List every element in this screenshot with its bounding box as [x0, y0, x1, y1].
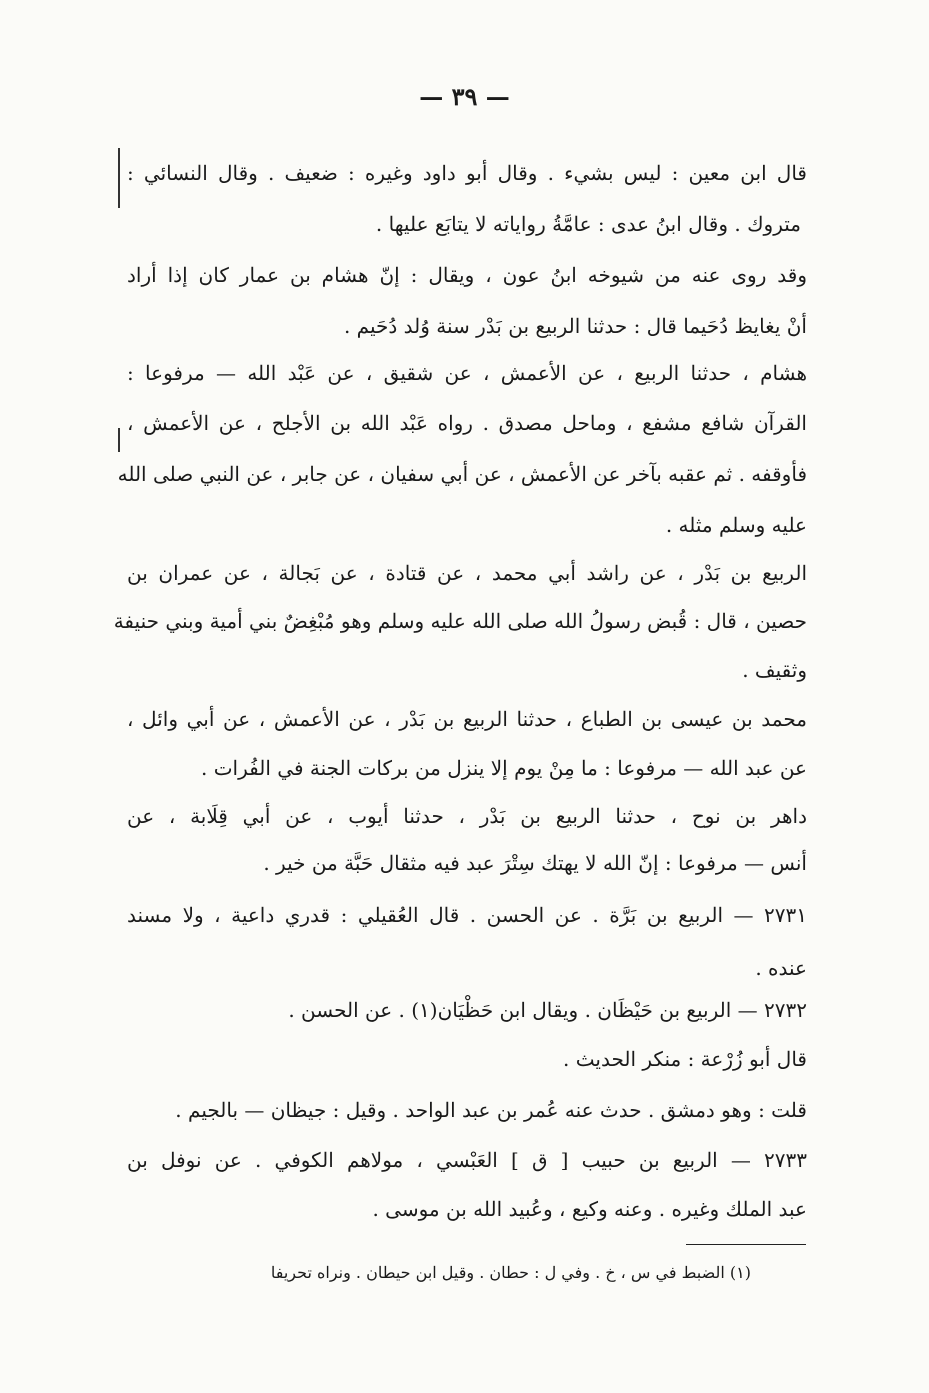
text-line: فأوقفه . ثم عقبه بآخر عن الأعمش ، عن أبي سفيان ، عن جابر ، عن النبي صلى الله [117, 462, 807, 486]
text-line: قال ابن معين : ليس بشيء . وقال أبو داود وغيره : ضعيف . وقال النسائي : [127, 161, 807, 185]
margin-bar-middle [118, 428, 120, 452]
text-line: هشام ، حدثنا الربيع ، عن الأعمش ، عن شقيق ، عن عَبْد الله — مرفوعا : [127, 361, 807, 385]
text-line: وقد روى عنه من شيوخه ابنُ عون ، ويقال : إنّ هشام بن عمار كان إذا أراد [127, 263, 807, 287]
text-line: أنْ يغايظ دُحَيما قال : حدثنا الربيع بن بَدْر سنة وُلد دُحَيم . [343, 314, 807, 338]
text-line: عبد الملك وغيره . وعنه وكيع ، وعُبيد الله بن موسى . [372, 1197, 807, 1221]
text-line: متروك . وقال ابنُ عدى : عامَّةُ رواياته لا يتابَع عليها . [375, 212, 801, 236]
text-line: ٢٧٣١ — الربيع بن بَرَّة . عن الحسن . قال العُقيلي : قدري داعية ، ولا مسند [127, 903, 807, 927]
text-line: قال أبو زُرْعة : منكر الحديث . [563, 1047, 807, 1071]
text-line: داهر بن نوح ، حدثنا الربيع بن بَدْر ، حدثنا أيوب ، عن أبي قِلَابة ، عن [127, 804, 807, 828]
footnote-rule [686, 1244, 806, 1245]
text-line: حصين ، قال : قُبض رسولُ الله صلى الله عليه وسلم وهو مُبْغِضٌ بني أمية وبني حنيفة [113, 609, 807, 633]
text-line: عنده . [755, 956, 807, 980]
text-line: أنس — مرفوعا : إنّ الله لا يهتك سِتْرَ عبد فيه مثقال حَبَّة من خير . [263, 851, 807, 875]
footnote: (١) الضبط في س ، خ . وفي ل : حطان . وقيل ابن حيطان . ونراه تحريفا [270, 1263, 751, 1282]
text-line: ٢٧٣٢ — الربيع بن حَيْظَان . ويقال ابن حَظْيَان(١) . عن الحسن . [288, 998, 807, 1022]
text-line: الربيع بن بَدْر ، عن راشد أبي محمد ، عن قتادة ، عن بَجالة ، عن عمران بن [127, 561, 807, 585]
text-line: وثقيف . [742, 658, 807, 682]
text-line: عن عبد الله — مرفوعا : ما مِنْ يوم إلا ينزل من بركات الجنة في الفُرات . [201, 756, 807, 780]
text-line: عليه وسلم مثله . [665, 513, 807, 537]
text-line: محمد بن عيسى بن الطباع ، حدثنا الربيع بن بَدْر ، عن الأعمش ، عن أبي وائل ، [127, 707, 807, 731]
text-line: القرآن شافع مشفع ، وماحل مصدق . رواه عَبْد الله بن الأجلح ، عن الأعمش ، [127, 411, 807, 435]
page-number: — ٣٩ — [419, 82, 510, 111]
margin-bar-top [118, 148, 120, 208]
text-line: ٢٧٣٣ — الربيع بن حبيب [ ق ] العَبْسي ، مولاهم الكوفي . عن نوفل بن [127, 1148, 807, 1172]
text-line: قلت : وهو دمشق . حدث عنه عُمر بن عبد الواحد . وقيل : جيظان — بالجيم . [175, 1098, 807, 1122]
